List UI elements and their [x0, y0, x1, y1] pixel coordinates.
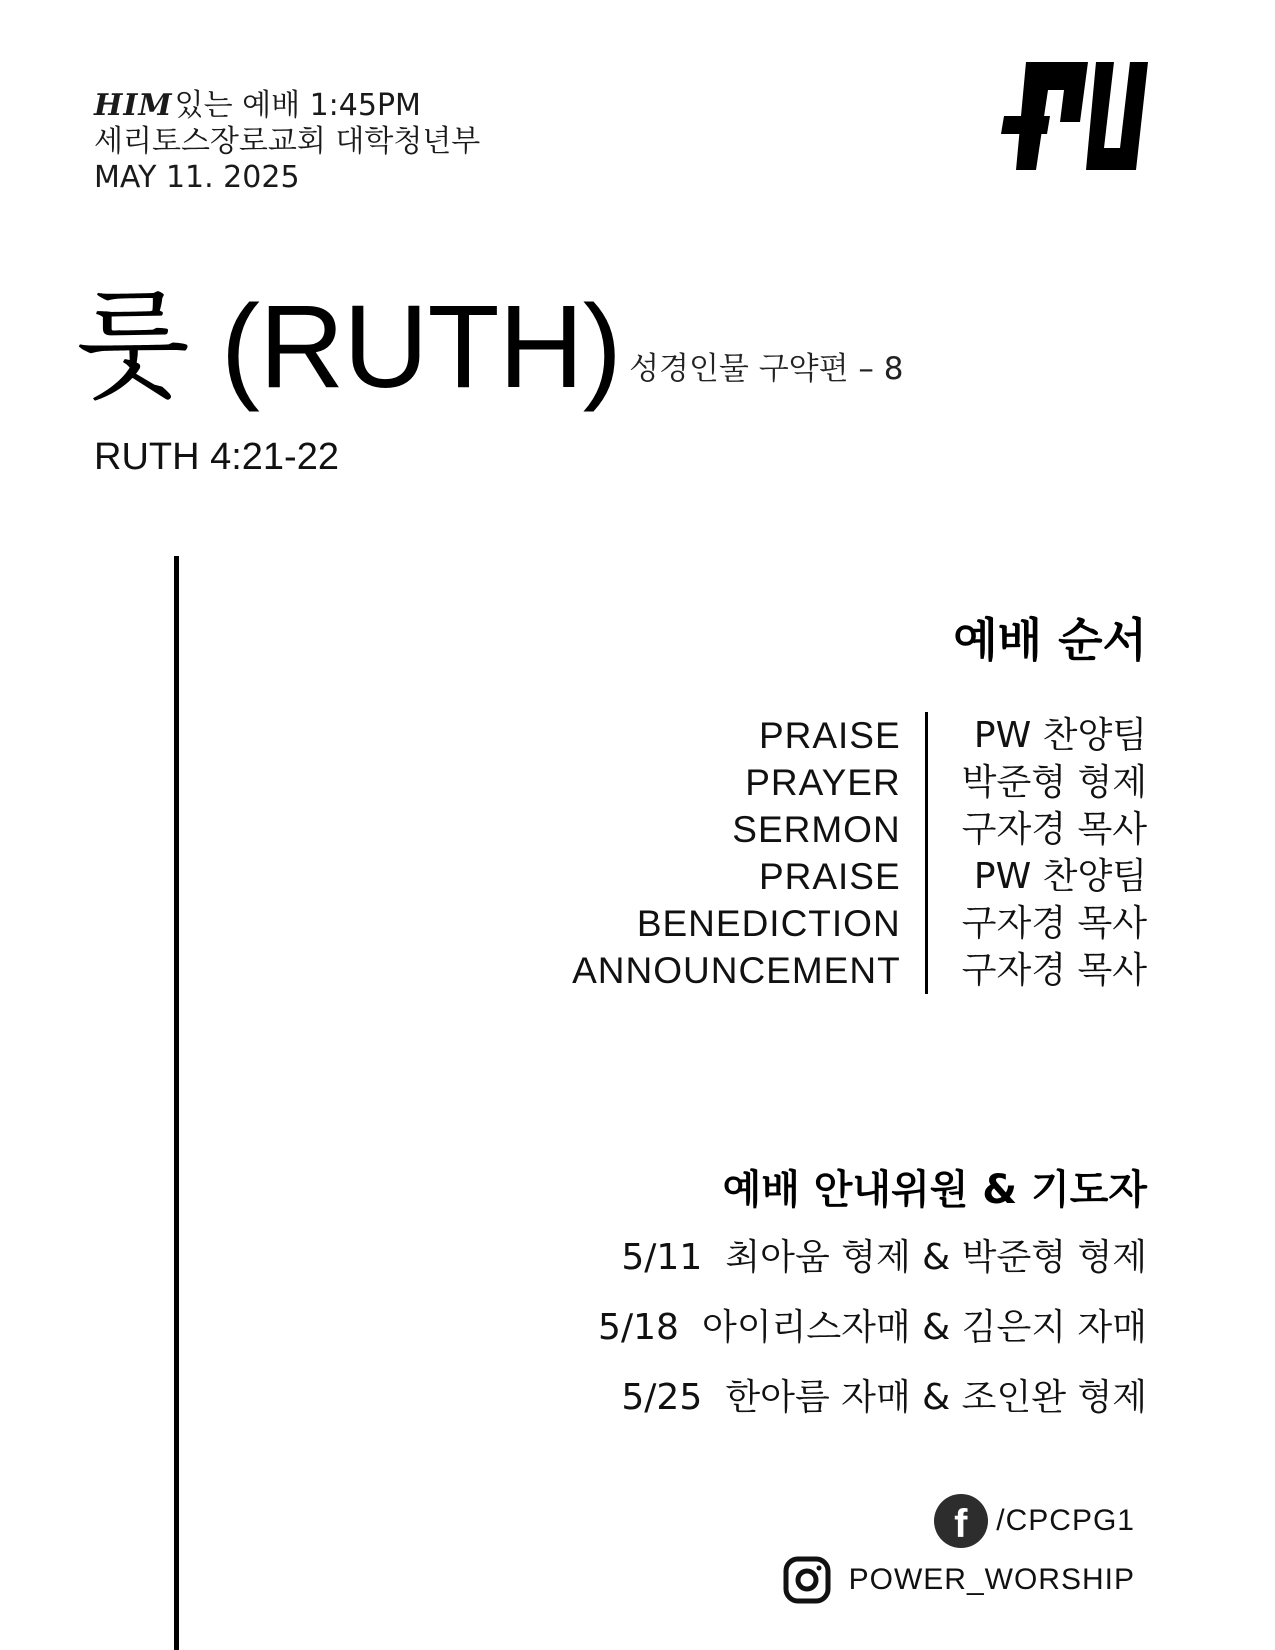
order-leader: 구자경 목사	[961, 809, 1147, 850]
instagram-icon	[783, 1556, 831, 1604]
usher-names: 한아름 자매 & 조인완 형제	[725, 1377, 1147, 1418]
facebook-handle: /CPCPG1	[996, 1504, 1135, 1537]
usher-names: 최아움 형제 & 박준형 형제	[725, 1237, 1147, 1278]
church-name: 세리토스장로교회 대학청년부	[94, 124, 481, 159]
usher-date: 5/18	[598, 1307, 679, 1348]
sermon-series: 성경인물 구약편 – 8	[629, 351, 904, 387]
ushers-list	[598, 1232, 1147, 1442]
instagram-handle: POWER_WORSHIP	[848, 1563, 1135, 1596]
scripture-reference: RUTH 4:21-22	[94, 436, 339, 478]
order-part: PRAISE	[758, 856, 901, 897]
service-date: MAY 11. 2025	[94, 160, 300, 195]
order-parts	[572, 712, 925, 994]
worship-order	[572, 712, 1147, 994]
order-part: BENEDICTION	[636, 903, 901, 944]
usher-names: 아이리스자매 & 김은지 자매	[702, 1307, 1147, 1348]
pw-logo-icon	[1000, 60, 1160, 180]
facebook-icon: f	[934, 1494, 988, 1548]
ushers-title: 예배 안내위원 & 기도자	[722, 1167, 1147, 1213]
him-wordmark: HIM	[94, 88, 173, 123]
usher-date: 5/25	[621, 1377, 703, 1418]
order-leader: 구자경 목사	[961, 950, 1147, 991]
order-part: PRAYER	[745, 762, 901, 803]
order-part: PRAISE	[758, 715, 901, 756]
facebook-link[interactable]	[934, 1494, 1135, 1548]
usher-date: 5/11	[621, 1237, 703, 1278]
order-part: ANNOUNCEMENT	[572, 950, 901, 991]
usher-row	[598, 1372, 1147, 1442]
instagram-link[interactable]	[783, 1556, 1135, 1604]
sermon-title: 룻 (RUTH)	[76, 281, 622, 413]
service-info	[94, 88, 480, 196]
usher-row	[598, 1302, 1147, 1372]
order-part: SERMON	[732, 809, 901, 850]
order-leaders	[928, 712, 1147, 994]
order-leader: PW 찬양팀	[973, 715, 1147, 756]
vertical-divider	[174, 556, 179, 1650]
order-leader: PW 찬양팀	[973, 856, 1147, 897]
sermon-heading	[76, 281, 904, 413]
service-time: 있는 예배 1:45PM	[174, 88, 421, 123]
service-time-line	[94, 88, 480, 124]
usher-row	[598, 1232, 1147, 1302]
order-leader: 구자경 목사	[961, 903, 1147, 944]
order-title: 예배 순서	[953, 613, 1147, 667]
order-leader: 박준형 형제	[961, 762, 1147, 803]
